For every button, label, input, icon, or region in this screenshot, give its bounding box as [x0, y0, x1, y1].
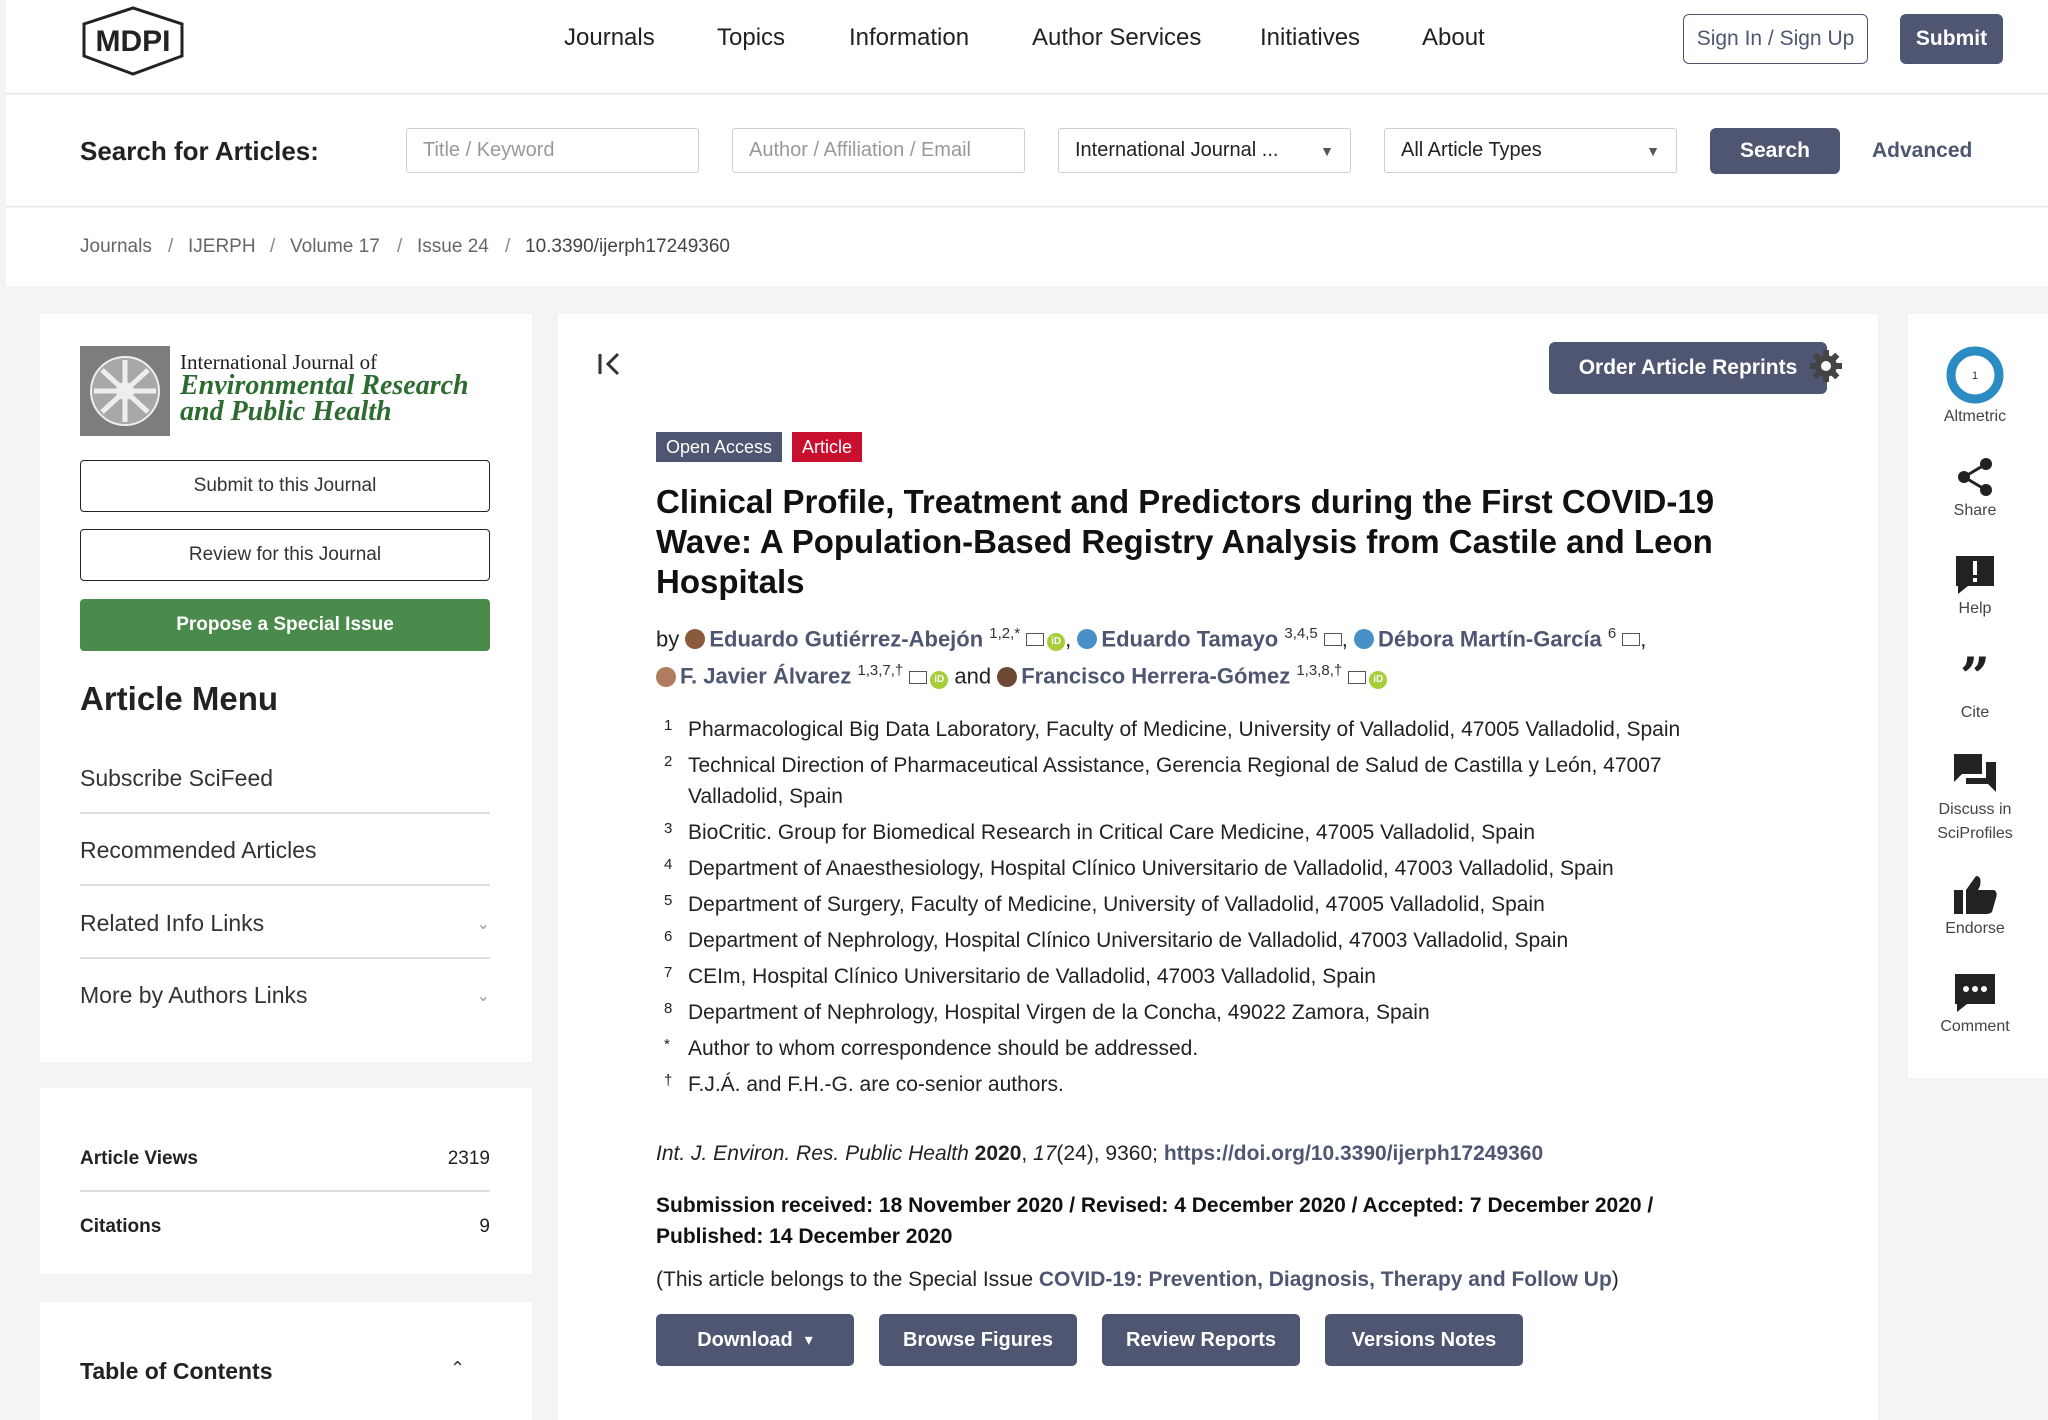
journal-name-line2: Environmental Research — [180, 370, 469, 401]
cite-volume: 17 — [1033, 1142, 1057, 1165]
author-avatar-icon — [1354, 629, 1374, 649]
special-issue-prefix: (This article belongs to the Special Issue — [656, 1268, 1039, 1291]
toc-label: Table of Contents — [80, 1358, 273, 1384]
thumbs-up-icon — [1952, 874, 1998, 916]
author-affiliation-sup: 1,2,* — [989, 625, 1021, 642]
sign-in-button[interactable]: Sign In / Sign Up — [1683, 14, 1868, 64]
breadcrumb-separator: / — [397, 236, 403, 257]
affiliation-text: Department of Nephrology, Hospital Virgen de la Concha, 49022 Zamora, Spain — [688, 1001, 1430, 1024]
comment-icon — [1953, 972, 1997, 1014]
affiliation-text: Department of Surgery, Faculty of Medicine, University of Valladolid, 47005 Valladolid, Spain — [688, 893, 1545, 916]
review-reports-button[interactable]: Review Reports — [1102, 1314, 1300, 1366]
rail-label: Cite — [1960, 704, 1990, 721]
search-button[interactable]: Search — [1710, 128, 1840, 174]
affiliation-number: † — [664, 1072, 673, 1089]
author-photo-icon — [997, 667, 1017, 687]
author-name[interactable]: Débora Martín-García — [1377, 626, 1602, 652]
affiliation-text: Department of Nephrology, Hospital Clínico Universitario de Valladolid, 47003 Valladolid, Spain — [688, 929, 1569, 952]
author-name[interactable]: Francisco Herrera-Gómez — [1021, 663, 1291, 689]
advanced-search-link[interactable]: Advanced — [1872, 139, 1973, 162]
propose-special-issue-button[interactable]: Propose a Special Issue — [80, 599, 490, 651]
menu-item-label: Subscribe SciFeed — [80, 765, 274, 791]
nav-initiatives[interactable]: Initiatives — [1260, 24, 1361, 51]
menu-divider — [80, 884, 490, 886]
submit-to-journal-button[interactable]: Submit to this Journal — [80, 460, 490, 512]
menu-subscribe-scifeed[interactable] — [80, 765, 490, 792]
rail-share[interactable] — [1910, 456, 2040, 520]
breadcrumb-separator: / — [270, 236, 276, 257]
menu-related-info-links[interactable] — [80, 910, 490, 937]
author-affiliation-sup: 1,3,8,† — [1296, 662, 1343, 680]
article-type-value: All Article Types — [1401, 139, 1542, 161]
affiliation-number: 4 — [664, 856, 673, 873]
affiliation-number: * — [664, 1036, 670, 1053]
discussion-icon — [1952, 752, 1998, 794]
quote-icon: ” — [1960, 647, 1990, 708]
special-issue-suffix: ) — [1611, 1268, 1619, 1291]
special-issue-note — [656, 1268, 1756, 1292]
cite-year: 2020 — [974, 1142, 1022, 1165]
affiliation-item — [664, 750, 1724, 812]
svg-text:1: 1 — [1971, 370, 1979, 382]
rail-cite[interactable] — [1910, 647, 2040, 722]
orcid-icon[interactable]: iD — [1369, 671, 1387, 689]
affiliation-text: BioCritic. Group for Biomedical Research in Critical Care Medicine, 47005 Valladolid, Spain — [688, 821, 1536, 844]
affiliation-number: 5 — [664, 892, 673, 909]
affiliation-number: 3 — [664, 820, 673, 837]
rail-label: Share — [1953, 502, 1997, 519]
breadcrumb-doi: 10.3390/ijerph17249360 — [525, 236, 730, 257]
article-views-value: 2319 — [447, 1148, 490, 1169]
journal-name-line3: and Public Health — [180, 396, 392, 427]
rail-discuss[interactable] — [1910, 752, 2040, 846]
share-icon — [1954, 456, 1996, 498]
author-photo-icon — [685, 629, 705, 649]
cite-issue-pages: (24), 9360; — [1056, 1142, 1158, 1165]
and-label: and — [954, 663, 992, 689]
breadcrumb-separator: / — [505, 236, 511, 257]
title-keyword-input[interactable]: Title / Keyword — [406, 128, 699, 173]
affiliation-text: Pharmacological Big Data Laboratory, Faculty of Medicine, University of Valladolid, 47005 Valladolid, Spain — [688, 718, 1681, 741]
rail-altmetric[interactable] — [1910, 346, 2040, 426]
help-icon — [1954, 554, 1996, 596]
email-icon[interactable] — [1622, 633, 1640, 646]
author-name[interactable]: Eduardo Tamayo — [1101, 626, 1279, 652]
rail-label: Help — [1958, 600, 1992, 617]
author-affiliation-sup: 1,3,7,† — [857, 662, 904, 680]
article-views-label: Article Views — [80, 1148, 198, 1169]
rail-help[interactable] — [1910, 554, 2040, 618]
metrics-divider — [80, 1190, 490, 1192]
rail-comment[interactable] — [1910, 972, 2040, 1036]
affiliation-number: 6 — [664, 928, 673, 945]
article-menu-title: Article Menu — [80, 680, 279, 717]
email-icon[interactable] — [909, 671, 927, 684]
publication-dates: Submission received: 18 November 2020 / Revised: 4 December 2020 / Accepted: 7 December 2020 / Published: 14 December 2020 — [656, 1194, 1654, 1248]
rail-label: Altmetric — [1943, 408, 2007, 425]
affiliation-text: CEIm, Hospital Clínico Universitario de Valladolid, 47003 Valladolid, Spain — [688, 965, 1376, 988]
menu-item-label: More by Authors Links — [80, 982, 308, 1008]
svg-text:MDPI: MDPI — [95, 25, 171, 58]
breadcrumb-ijerph[interactable]: IJERPH — [188, 236, 256, 257]
chevron-down-icon: ▾ — [804, 1332, 813, 1349]
rail-label: Discuss in SciProfiles — [1937, 801, 2013, 842]
download-button[interactable] — [656, 1314, 854, 1366]
email-icon[interactable] — [1324, 633, 1342, 646]
author-avatar-icon — [1077, 629, 1097, 649]
article-type-select[interactable] — [1384, 128, 1677, 173]
caret-down-icon: ▼ — [1320, 142, 1334, 159]
authors-list: by Eduardo Gutiérrez-Abejón $^{1,2,*}$ iD , Eduardo Tamayo $^{3,4,5}$ , Débora Martín-García $^6$ , F. Javier Álvarez $^{1,3,7,\dagger}$ iD and Francisco Herrera-Gómez $^{1,3,8,\dagger}$ iD — [656, 625, 1647, 689]
by-label: by — [656, 626, 680, 652]
affiliation-text: F.J.Á. and F.H.-G. are co-senior authors. — [688, 1073, 1064, 1096]
author-affiliation-sup: 3,4,5 — [1284, 625, 1318, 642]
affiliation-text: Author to whom correspondence should be addressed. — [688, 1037, 1199, 1060]
menu-item-label: Related Info Links — [80, 910, 265, 936]
affiliation-text: Technical Direction of Pharmaceutical Assistance, Gerencia Regional de Salud de Castilla y León, 47007 Valladolid, Spain — [688, 754, 1662, 808]
author-affiliation-sup: 6 — [1607, 625, 1617, 642]
rail-label: Comment — [1940, 1018, 2010, 1035]
rail-label: Endorse — [1945, 920, 2005, 937]
journal-name-line1: International Journal of — [180, 350, 378, 374]
menu-more-by-authors[interactable] — [80, 982, 490, 1009]
nav-author-services[interactable]: Author Services — [1032, 24, 1202, 51]
orcid-icon[interactable]: iD — [930, 671, 948, 689]
journal-select[interactable] — [1058, 128, 1351, 173]
doi-link[interactable]: https://doi.org/10.3390/ijerph17249360 — [1163, 1142, 1544, 1165]
affiliation-number: 8 — [664, 1000, 673, 1017]
journal-select-value: International Journal ... — [1075, 139, 1279, 161]
nav-topics[interactable]: Topics — [717, 24, 786, 51]
menu-divider — [80, 812, 490, 814]
citations-label: Citations — [80, 1216, 162, 1237]
affiliation-number: 1 — [664, 717, 673, 734]
order-reprints-button[interactable]: Order Article Reprints — [1549, 342, 1827, 394]
breadcrumb-separator: / — [168, 236, 174, 257]
author-affiliation-input[interactable]: Author / Affiliation / Email — [732, 128, 1025, 173]
menu-divider — [80, 957, 490, 959]
nav-journals[interactable]: Journals — [564, 24, 655, 51]
article-metrics-card — [40, 1088, 532, 1274]
breadcrumb-issue[interactable]: Issue 24 — [417, 236, 489, 257]
download-label: Download — [697, 1328, 793, 1351]
chevron-down-icon: ⌄ — [476, 916, 490, 933]
email-icon[interactable] — [1026, 633, 1044, 646]
rail-endorse[interactable] — [1910, 874, 2040, 938]
orcid-icon[interactable]: iD — [1047, 633, 1065, 651]
search-label: Search for Articles: — [80, 136, 319, 166]
email-icon[interactable] — [1348, 671, 1366, 684]
gear-icon[interactable] — [1808, 348, 1844, 389]
special-issue-link[interactable]: COVID-19: Prevention, Diagnosis, Therapy and Follow Up — [1038, 1268, 1612, 1291]
nav-information[interactable]: Information — [849, 24, 970, 51]
menu-item-label: Recommended Articles — [80, 837, 317, 863]
chevron-down-icon: ⌄ — [476, 988, 490, 1005]
open-access-badge: Open Access — [656, 432, 782, 462]
submit-button[interactable]: Submit — [1900, 14, 2003, 64]
article-title: Clinical Profile, Treatment and Predictors during the First COVID-19 Wave: A Population-Based Registry Analysis from Castile and Leon Hospitals — [656, 483, 1715, 600]
mdpi-logo[interactable] — [78, 4, 188, 74]
author-photo-icon — [656, 667, 676, 687]
versions-notes-button[interactable]: Versions Notes — [1325, 1314, 1523, 1366]
citations-value: 9 — [479, 1216, 490, 1237]
article-type-badge: Article — [792, 432, 862, 462]
author-name[interactable]: F. Javier Álvarez — [680, 663, 852, 689]
menu-recommended-articles[interactable] — [80, 837, 490, 864]
cite-journal: Int. J. Environ. Res. Public Health — [656, 1142, 969, 1165]
chevron-up-icon[interactable]: ⌃ — [450, 1358, 466, 1378]
browse-figures-button[interactable]: Browse Figures — [879, 1314, 1077, 1366]
journal-cover-logo[interactable] — [80, 346, 170, 436]
breadcrumb-journals[interactable]: Journals — [80, 236, 152, 257]
author-name[interactable]: Eduardo Gutiérrez-Abejón — [709, 626, 984, 652]
affiliation-number: 2 — [664, 753, 673, 770]
citation-line: Int. J. Environ. Res. Public Health 2020, 17(24), 9360; https://doi.org/10.3390/ijerph17249360 — [656, 1142, 1544, 1165]
review-for-journal-button[interactable]: Review for this Journal — [80, 529, 490, 581]
caret-down-icon: ▼ — [1646, 142, 1660, 159]
collapse-sidebar-icon[interactable] — [596, 350, 624, 383]
affiliation-text: Department of Anaesthesiology, Hospital Clínico Universitario de Valladolid, 47003 Valladolid, Spain — [688, 857, 1614, 880]
breadcrumb-volume[interactable]: Volume 17 — [290, 236, 380, 257]
altmetric-donut-icon — [1946, 346, 2004, 404]
nav-about[interactable]: About — [1422, 24, 1485, 51]
affiliation-number: 7 — [664, 964, 673, 981]
